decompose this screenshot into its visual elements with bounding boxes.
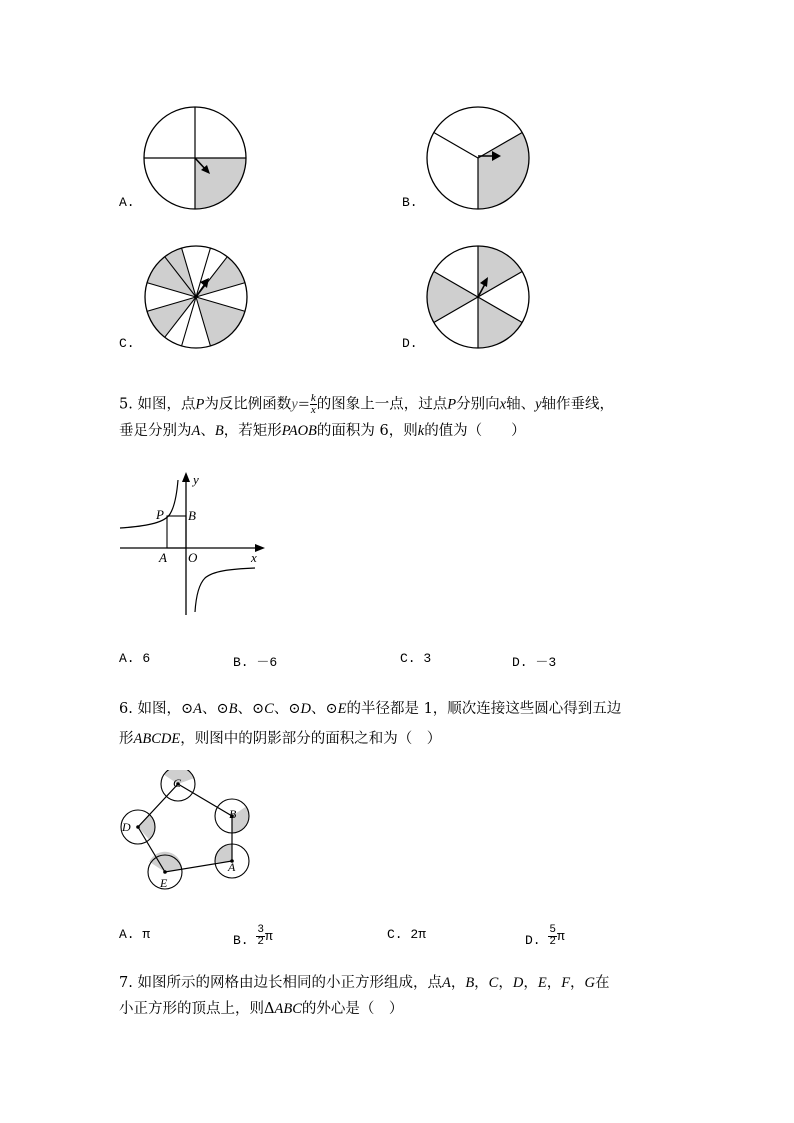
q6-label-c: C [173, 776, 182, 790]
q5-label-p: P [156, 507, 164, 522]
q6-label-a: A [228, 860, 236, 874]
q5-hyperbola-figure [115, 470, 270, 620]
q5-option-c[interactable]: C. 3 [400, 651, 432, 666]
q6-label-b: B [229, 807, 237, 821]
q6-option-c[interactable]: C. 2π [387, 927, 427, 942]
q7-stem-line2: 小正方形的顶点上，则ΔABC的外心是（ ） [119, 1001, 404, 1017]
q4-spinner-a [140, 103, 250, 213]
q5-stem-line1: 5. 如图，点P为反比例函数y= $\frac{k}{x}$ 的图象上一点，过点P分别向x轴、y轴作垂线， [119, 392, 615, 416]
q5-label-y: y [193, 472, 199, 487]
q6-label-e: E [160, 876, 168, 890]
q5-option-b[interactable]: B. －6 [233, 655, 278, 670]
q4-option-a-label: A. [119, 195, 135, 210]
q6-stem-line2: 形ABCDE，则图中的阴影部分的面积之和为（ ） [119, 731, 442, 747]
q4-option-d-label: D. [402, 336, 418, 351]
q6-pentagon-circles-figure [115, 770, 255, 892]
q7-stem-line1: 7. 如图所示的网格由边长相同的小正方形组成，点A，B，C，D，E，F，G在 [119, 975, 610, 991]
q5-option-d[interactable]: D. －3 [512, 655, 557, 670]
q5-label-x: x [251, 550, 257, 565]
q6-option-d[interactable]: D. $\frac{5}{2}$ π [525, 924, 565, 948]
q4-spinner-b [423, 103, 533, 213]
q5-label-o: O [188, 550, 198, 565]
q6-label-d: D [122, 820, 131, 834]
q6-stem-line1: 6. 如图，⊙A、⊙B、⊙C、⊙D、⊙E的半径都是 1，顺次连接这些圆心得到五边 [119, 701, 622, 717]
q6-option-a[interactable]: A. π [119, 927, 151, 942]
q4-option-b-label: B. [402, 195, 418, 210]
q5-option-a[interactable]: A. 6 [119, 651, 151, 666]
q4-spinner-d [423, 242, 533, 352]
q5-label-b: B [188, 508, 196, 523]
q6-option-b[interactable]: B. $\frac{3}{2}$ π [233, 924, 273, 948]
q4-spinner-c [141, 242, 251, 352]
q5-stem-line2: 垂足分别为A、B，若矩形PAOB的面积为 6，则k的值为（ ） [119, 423, 526, 439]
q5-label-a: A [159, 550, 167, 565]
q4-option-c-label: C. [119, 336, 135, 351]
